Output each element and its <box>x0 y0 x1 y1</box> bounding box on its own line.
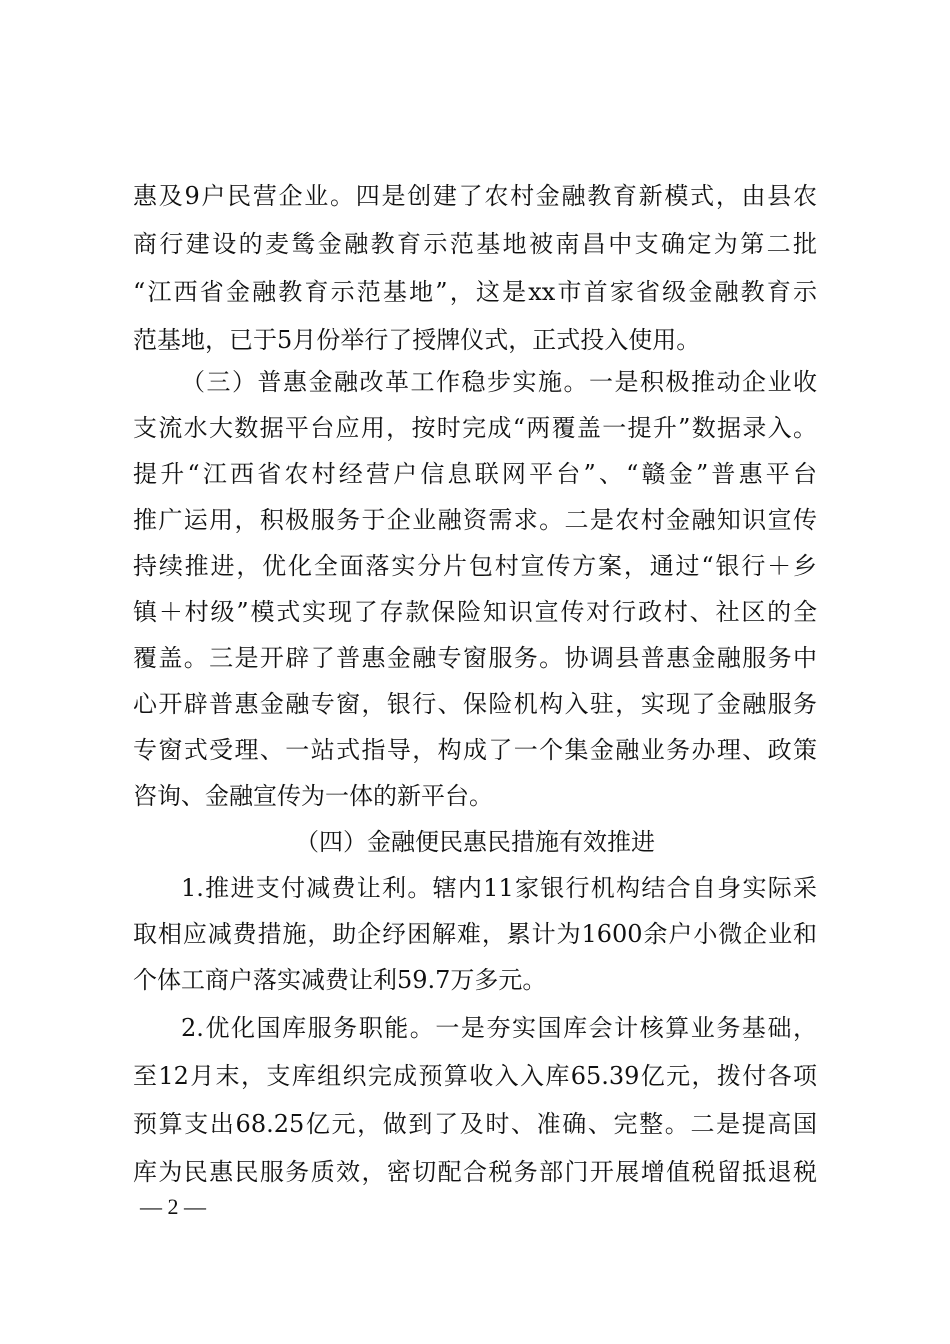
paragraph-line: 取相应减费措施，助企纾困解难，累计为1600余户小微企业和 <box>133 920 817 948</box>
section-heading: （四）金融便民惠民措施有效推进 <box>295 828 655 856</box>
paragraph-line: 镇＋村级”模式实现了存款保险知识宣传对行政村、社区的全 <box>133 598 817 626</box>
section-heading-inline: （三）普惠金融改革工作稳步实施。一是积极推动企业收 <box>181 368 817 396</box>
paragraph-line: 商行建设的麦鸶金融教育示范基地被南昌中支确定为第二批 <box>133 230 817 258</box>
paragraph-line: 个体工商户落实减费让利59.7万多元。 <box>133 966 547 994</box>
paragraph-line: “江西省金融教育示范基地”，这是xx市首家省级金融教育示 <box>133 278 817 306</box>
paragraph-line: 1.推进支付减费让利。辖内11家银行机构结合自身实际采 <box>181 874 817 902</box>
paragraph-line: 支流水大数据平台应用，按时完成“两覆盖一提升”数据录入。 <box>133 414 817 442</box>
paragraph-line: 咨询、金融宣传为一体的新平台。 <box>133 782 493 810</box>
paragraph-line: 至12月末，支库组织完成预算收入入库65.39亿元，拨付各项 <box>133 1062 817 1090</box>
paragraph-line: 心开辟普惠金融专窗，银行、保险机构入驻，实现了金融服务 <box>133 690 817 718</box>
paragraph-line: 持续推进，优化全面落实分片包村宣传方案，通过“银行＋乡 <box>133 552 817 580</box>
paragraph-line: 专窗式受理、一站式指导，构成了一个集金融业务办理、政策 <box>133 736 817 764</box>
paragraph-line: 2.优化国库服务职能。一是夯实国库会计核算业务基础， <box>181 1014 817 1042</box>
paragraph-line: 惠及9户民营企业。四是创建了农村金融教育新模式，由县农 <box>133 182 817 210</box>
paragraph-line: 范基地，已于5月份举行了授牌仪式，正式投入使用。 <box>133 326 701 354</box>
paragraph-line: 覆盖。三是开辟了普惠金融专窗服务。协调县普惠金融服务中 <box>133 644 817 672</box>
paragraph-line: 预算支出68.25亿元，做到了及时、准确、完整。二是提高国 <box>133 1110 817 1138</box>
paragraph-line: 推广运用，积极服务于企业融资需求。二是农村金融知识宣传 <box>133 506 817 534</box>
page-number: — 2 — <box>140 1194 206 1219</box>
paragraph-line: 提升“江西省农村经营户信息联网平台”、“赣金”普惠平台 <box>133 460 817 488</box>
paragraph-line: 库为民惠民服务质效，密切配合税务部门开展增值税留抵退税 <box>133 1158 817 1186</box>
